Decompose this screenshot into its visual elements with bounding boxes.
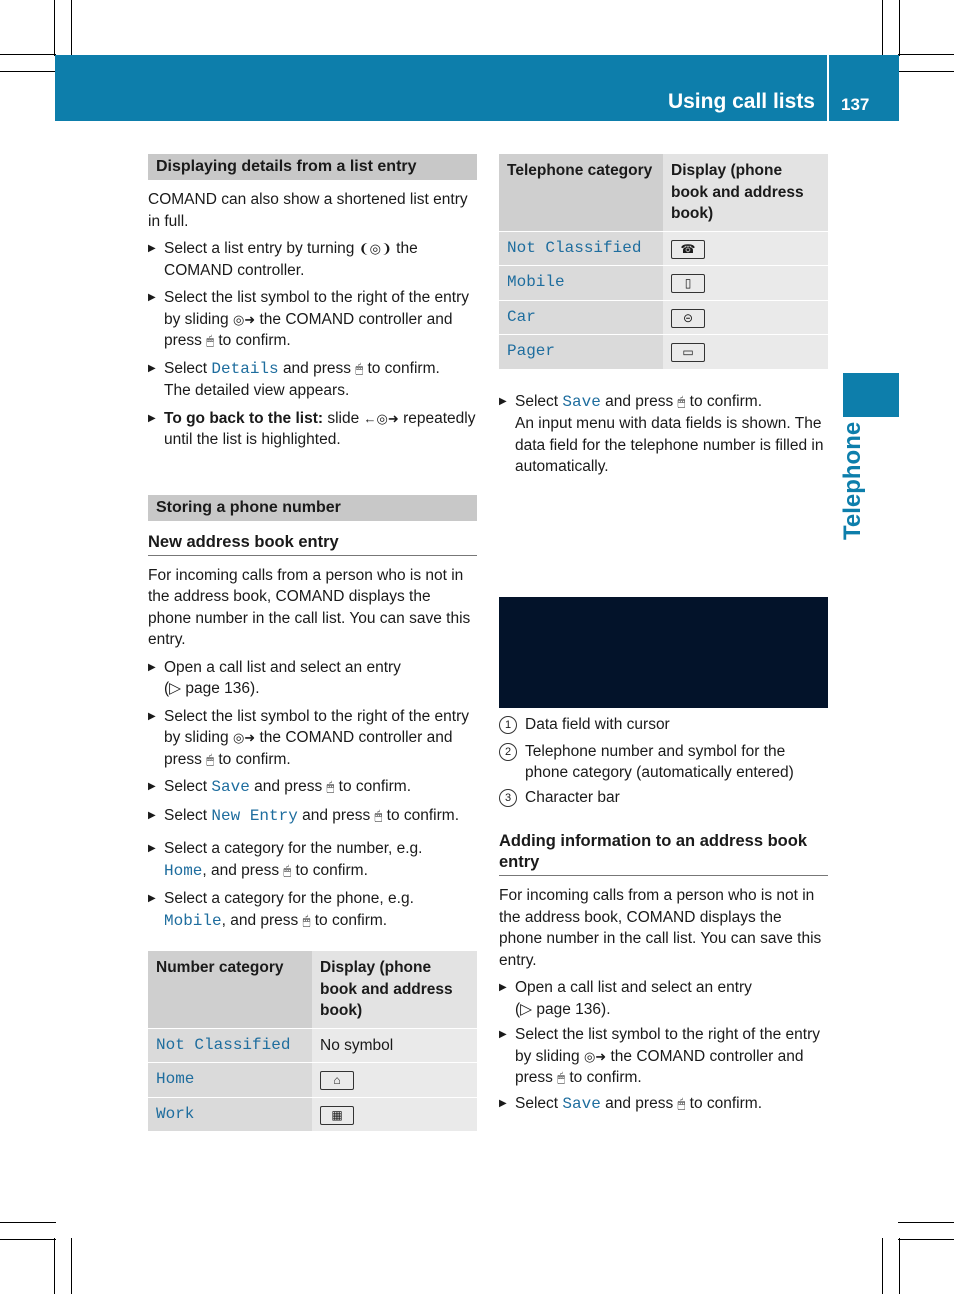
turn-controller-icon: ❨◎❩ <box>358 241 392 256</box>
text: , and press <box>202 861 280 879</box>
menu-item-label: Details <box>211 359 279 378</box>
number-category-table <box>148 951 477 1131</box>
legend-item <box>499 787 828 809</box>
telephone-category-table <box>499 154 828 369</box>
crop-mark <box>898 1239 954 1240</box>
car-icon: ⊝ <box>671 309 705 328</box>
text: slide <box>327 409 360 427</box>
step <box>148 805 477 828</box>
text: to confirm. <box>218 750 291 768</box>
text: The detailed view appears. <box>164 382 350 399</box>
table-cell: Work <box>148 1097 312 1131</box>
menu-item-label: Save <box>562 392 601 411</box>
table-cell: Home <box>148 1063 312 1098</box>
crop-mark <box>0 1239 56 1240</box>
step <box>148 776 477 799</box>
text: the COMAND controller. <box>164 240 418 279</box>
phone-handset-icon: ☎ <box>671 240 705 259</box>
figure-legend <box>499 714 828 1115</box>
crop-mark <box>71 1238 72 1294</box>
text: to confirm. <box>367 359 440 377</box>
text: Select <box>164 778 208 795</box>
legend-item <box>499 714 828 736</box>
table-header-row <box>148 951 477 1028</box>
table-cell: Mobile <box>499 266 663 301</box>
text: Select a category for the number, e.g. <box>164 840 423 857</box>
text: to confirm. <box>314 911 388 929</box>
section-heading: Displaying details from a list entry <box>148 154 477 180</box>
subheading: Adding information to an address book entry <box>499 831 828 876</box>
text: and press <box>605 392 674 410</box>
crop-mark <box>898 1222 954 1223</box>
slide-right-icon: ◎➜ <box>232 730 256 745</box>
table-header-row <box>499 154 828 231</box>
table-cell <box>663 231 828 266</box>
table-cell <box>663 335 828 369</box>
text: , and press <box>221 911 299 929</box>
table-cell <box>312 1063 477 1098</box>
legend-text: Character bar <box>525 788 620 806</box>
slide-right-icon: ◎➜ <box>583 1048 607 1064</box>
paragraph: COMAND can also show a shortened list entry in full. <box>148 191 468 230</box>
press-icon: 🖱 <box>206 751 215 767</box>
table-header: Display (phone book and address book) <box>312 951 477 1028</box>
text: Select <box>164 359 208 377</box>
left-column <box>148 154 477 1131</box>
paragraph: For incoming calls from a person who is not in the address book, COMAND displays the phone number in the call list. You can save this entry. <box>148 566 471 648</box>
crop-mark <box>54 1238 55 1294</box>
press-icon: 🖱 <box>557 1070 566 1085</box>
table-header: Number category <box>148 951 312 1028</box>
text: Select <box>515 1094 559 1112</box>
text: An input menu with data fields is shown. The data field for the telephone number is filled in automatically. <box>515 415 824 475</box>
table-row <box>499 335 828 369</box>
page-reference: (▷ page 136). <box>515 1000 611 1018</box>
text: Select a list entry by turning <box>164 240 355 257</box>
step <box>148 706 477 771</box>
table-row <box>148 1097 477 1131</box>
press-icon: 🖱 <box>302 912 311 928</box>
crop-mark <box>54 0 55 56</box>
press-icon: 🖱 <box>326 779 335 794</box>
crop-mark <box>0 71 56 72</box>
table-row <box>148 1028 477 1063</box>
step <box>148 838 477 882</box>
right-column <box>499 154 828 478</box>
subheading: New address book entry <box>148 532 477 556</box>
step <box>148 657 477 700</box>
section-heading: Storing a phone number <box>148 495 477 521</box>
legend-text: Telephone number and symbol for the phone category (automatically entered) <box>525 742 794 781</box>
step <box>499 1093 828 1116</box>
text: the COMAND controller and press <box>164 310 453 349</box>
text: Select a category for the phone, e.g. <box>164 890 414 907</box>
table-cell: Car <box>499 300 663 335</box>
text: and press <box>282 359 352 377</box>
text: and press <box>605 1094 674 1112</box>
step <box>499 1024 828 1089</box>
press-icon: 🖱 <box>355 360 364 376</box>
text: Select <box>164 806 208 824</box>
text: to confirm. <box>386 806 460 824</box>
menu-item-label: Mobile <box>164 911 222 930</box>
mobile-phone-icon: ▯ <box>671 274 705 293</box>
step <box>148 238 477 281</box>
press-icon: 🖱 <box>677 1095 686 1111</box>
text: to confirm. <box>218 332 291 349</box>
text: to confirm. <box>689 392 762 410</box>
text: To go back to the list: <box>164 409 324 427</box>
table-row <box>499 300 828 335</box>
text: the COMAND controller and press <box>515 1047 804 1086</box>
table-header: Display (phone book and address book) <box>663 154 828 231</box>
legend-text: Data field with cursor <box>525 716 670 733</box>
chapter-label <box>839 421 905 546</box>
text: to confirm. <box>338 778 411 795</box>
text: to confirm. <box>689 1094 762 1112</box>
crop-mark <box>882 0 883 56</box>
text: Select the list symbol to the right of the entry by sliding <box>164 289 469 328</box>
step <box>148 408 477 451</box>
press-icon: 🖱 <box>283 862 292 878</box>
crop-mark <box>0 1222 56 1223</box>
table-cell <box>663 300 828 335</box>
press-icon: 🖱 <box>206 333 215 348</box>
chapter-label-text: Telephone <box>839 421 866 540</box>
table-cell <box>312 1097 477 1131</box>
text: Open a call list and select an entry <box>515 979 752 996</box>
comand-display-image <box>499 597 828 708</box>
crop-mark <box>899 0 900 56</box>
press-icon: 🖱 <box>677 393 686 409</box>
press-icon: 🖱 <box>374 807 383 823</box>
legend-item <box>499 741 828 784</box>
callout-number: 1 <box>499 716 517 734</box>
menu-item-label: Save <box>211 778 250 796</box>
table-row <box>499 266 828 301</box>
table-cell: Not Classified <box>499 231 663 266</box>
header-divider <box>827 55 829 121</box>
crop-mark <box>0 54 56 55</box>
page-header <box>55 55 899 121</box>
table-row <box>148 1063 477 1098</box>
slide-right-icon: ◎➜ <box>232 311 256 327</box>
text: the COMAND controller and press <box>164 729 453 768</box>
pager-icon: ▭ <box>671 343 705 362</box>
page-number: 137 <box>841 95 870 114</box>
step <box>499 977 828 1020</box>
menu-item-label: Save <box>562 1094 601 1113</box>
office-building-icon: ▦ <box>320 1106 354 1125</box>
menu-item-label: Home <box>164 861 203 880</box>
crop-mark <box>71 0 72 56</box>
table-cell <box>663 266 828 301</box>
page-title: Using call lists <box>667 90 815 113</box>
menu-item-label: New Entry <box>211 806 298 825</box>
callout-number: 3 <box>499 789 517 807</box>
text: to confirm. <box>569 1069 642 1086</box>
chapter-tab <box>843 373 899 417</box>
text: to confirm. <box>295 861 368 879</box>
crop-mark <box>898 71 954 72</box>
text: Open a call list and select an entry <box>164 658 401 676</box>
table-cell: No symbol <box>312 1028 477 1063</box>
text: Select <box>515 392 559 410</box>
page-reference: (▷ page 136). <box>164 680 260 697</box>
text: Select the list symbol to the right of the entry by sliding <box>164 707 469 746</box>
table-cell: Not Classified <box>148 1028 312 1063</box>
step <box>148 358 477 402</box>
step <box>499 391 828 478</box>
table-header: Telephone category <box>499 154 663 231</box>
crop-mark <box>899 1238 900 1294</box>
crop-mark <box>898 54 954 55</box>
crop-mark <box>882 1238 883 1294</box>
step <box>148 888 477 932</box>
table-cell: Pager <box>499 335 663 369</box>
step <box>148 287 477 352</box>
home-icon: ⌂ <box>320 1071 354 1090</box>
callout-number: 2 <box>499 743 517 761</box>
text: and press <box>254 778 323 795</box>
slide-left-right-icon: ←◎➜ <box>363 410 399 426</box>
text: repeatedly until the list is highlighted. <box>164 409 476 448</box>
text: and press <box>302 806 371 824</box>
text: Select the list symbol to the right of the entry by sliding <box>515 1026 820 1065</box>
paragraph: For incoming calls from a person who is not in the address book, COMAND displays the phone number in the call list. You can save this entry. <box>499 887 822 969</box>
table-row <box>499 231 828 266</box>
